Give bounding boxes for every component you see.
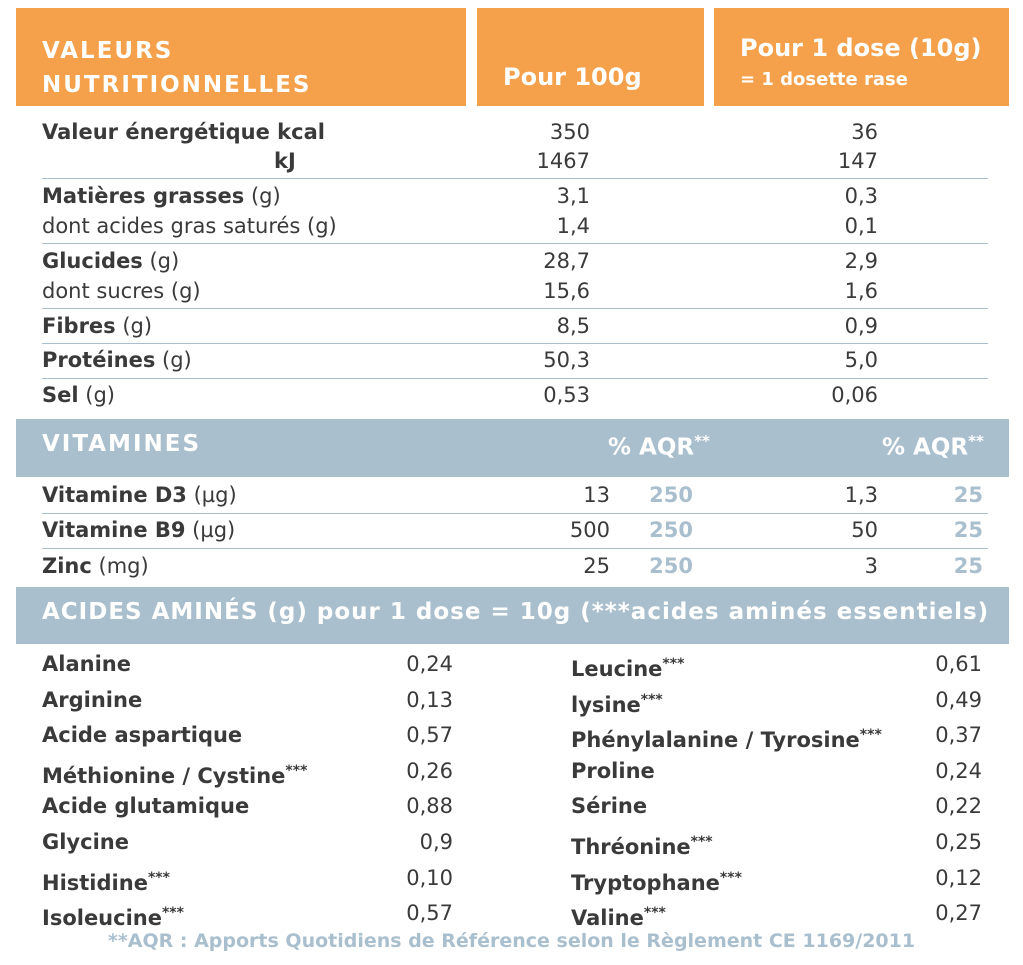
nutrient-label (42, 210, 337, 242)
value-per-100g: 3,1 (556, 184, 590, 208)
amino-acid-amount: 0,57 (406, 901, 453, 925)
nutrient-name: Glucides (42, 249, 143, 273)
amino-acid-name (571, 897, 666, 929)
amino-acid-value (420, 826, 453, 858)
aqr-per-dose: 25 (953, 518, 983, 542)
essential-marker: *** (662, 656, 685, 672)
nutrient-label (274, 145, 296, 177)
amino-acid-name (571, 790, 647, 822)
vitamins-title: VITAMINES (42, 431, 202, 457)
amino-acid-name (42, 862, 170, 894)
amino-acid-value (935, 790, 982, 822)
amino-acid-name (571, 684, 663, 716)
value-per-dose: 1,3 (844, 483, 878, 507)
value-per-dose: 3 (864, 554, 878, 578)
aqr-per-dose: 25 (953, 483, 983, 507)
amino-acid-value (935, 897, 982, 929)
nutrient-label (42, 180, 281, 212)
nutrient-unit: dont sucres (g) (42, 279, 201, 303)
value-per-dose: 147 (837, 149, 878, 173)
amino-acid-value (935, 648, 982, 680)
amino-acid-value (406, 684, 453, 716)
amino-acid-amount: 0,88 (406, 794, 453, 818)
amino-acid-value (406, 719, 453, 751)
amino-acid-label: Valine (571, 906, 644, 930)
header-title-line1: VALEURS (42, 38, 174, 64)
nutrition-row (42, 379, 987, 411)
row-separator (42, 548, 988, 549)
nutrition-row (42, 145, 987, 177)
value-per-dose: 1,6 (844, 279, 878, 303)
aqr-dose-label: % AQR** (882, 432, 984, 461)
vitamin-unit: (mg) (91, 554, 149, 578)
amino-acid-label: Phénylalanine / Tyrosine (571, 728, 860, 752)
value-per-100g: 25 (583, 554, 610, 578)
header-per-dose (714, 8, 1009, 106)
value-per-100g: 13 (583, 483, 610, 507)
essential-marker: *** (859, 727, 882, 743)
vitamin-row (42, 479, 987, 511)
vitamin-unit: (µg) (185, 518, 236, 542)
nutrition-row (42, 116, 987, 148)
amino-acid-value (935, 862, 982, 894)
row-separator (42, 178, 988, 179)
amino-acid-amount: 0,49 (935, 688, 982, 712)
row-separator (42, 343, 988, 344)
amino-acid-label: Thréonine (571, 835, 691, 859)
essential-marker: *** (161, 905, 184, 921)
amino-acid-amount: 0,24 (406, 652, 453, 676)
nutrient-name: kJ (274, 149, 296, 173)
value-per-100g: 350 (549, 120, 590, 144)
value-per-dose: 2,9 (844, 249, 878, 273)
header-per-dose-sublabel: = 1 dosette rase (740, 69, 908, 90)
nutrient-label (42, 116, 325, 148)
aqr-per-dose: 25 (953, 554, 983, 578)
nutrition-row (42, 275, 987, 307)
amino-acid-label: Alanine (42, 652, 131, 676)
amino-acid-label: Acide aspartique (42, 723, 243, 747)
amino-acid-value (406, 755, 453, 787)
nutrient-name: Sel (42, 383, 79, 407)
essential-marker: *** (643, 905, 666, 921)
amino-acid-value (406, 862, 453, 894)
aqr-100g-label: % AQR** (608, 432, 710, 461)
nutrient-name: Protéines (42, 348, 156, 372)
amino-acid-label: Proline (571, 759, 655, 783)
header-title (42, 34, 311, 102)
amino-acid-value (406, 648, 453, 680)
amino-acid-amount: 0,25 (935, 830, 982, 854)
value-per-dose: 50 (851, 518, 878, 542)
amino-acid-name (42, 826, 129, 858)
amino-acid-label: Arginine (42, 688, 143, 712)
amino-acid-label: Tryptophane (571, 871, 720, 895)
nutrient-name: Valeur énergétique kcal (42, 120, 325, 144)
vitamins-header (16, 419, 1009, 477)
amino-acid-amount: 0,57 (406, 723, 453, 747)
nutrient-unit: (g) (142, 249, 180, 273)
header-title-line2: NUTRITIONNELLES (42, 72, 312, 98)
amino-acids-header (16, 587, 1009, 644)
amino-acid-label: Histidine (42, 871, 148, 895)
value-per-dose: 0,9 (844, 314, 878, 338)
essential-marker: *** (147, 870, 170, 886)
nutrient-label (42, 310, 152, 342)
value-per-100g: 8,5 (556, 314, 590, 338)
amino-acid-name (42, 648, 131, 680)
amino-acid-name (42, 755, 307, 787)
amino-acid-name (571, 755, 655, 787)
header-per-100g (477, 8, 704, 106)
nutrient-label (42, 275, 201, 307)
amino-acids-title: ACIDES AMINÉS (g) pour 1 dose = 10g (***acides aminés essentiels) (42, 599, 990, 625)
amino-acid-amount: 0,37 (935, 723, 982, 747)
nutrient-unit: (g) (115, 314, 153, 338)
nutrient-label (42, 379, 115, 411)
value-per-100g: 1467 (536, 149, 590, 173)
amino-acid-label: Acide glutamique (42, 794, 250, 818)
footnote: **AQR : Apports Quotidiens de Référence selon le Règlement CE 1169/2011 (107, 930, 916, 952)
row-separator (42, 243, 988, 244)
nutrition-row (42, 210, 987, 242)
amino-acid-name (571, 648, 684, 680)
amino-acid-value (406, 790, 453, 822)
vitamin-row (42, 550, 987, 582)
amino-acid-amount: 0,26 (406, 759, 453, 783)
nutrient-unit: (g) (155, 348, 192, 372)
nutrient-name: Fibres (42, 314, 116, 338)
nutrition-row (42, 245, 987, 277)
amino-acid-amount: 0,24 (935, 759, 982, 783)
amino-acid-name (42, 684, 142, 716)
nutrition-row (42, 344, 987, 376)
value-per-100g: 1,4 (556, 214, 590, 238)
value-per-100g: 15,6 (543, 279, 590, 303)
aqr-per-100g: 250 (649, 518, 693, 542)
row-separator (42, 378, 988, 379)
essential-marker: *** (640, 692, 663, 708)
amino-acid-name (571, 719, 882, 751)
amino-acid-label: lysine (571, 693, 641, 717)
nutrient-label (42, 245, 179, 277)
header-per-100g-label: Pour 100g (503, 63, 642, 91)
amino-acid-value (935, 826, 982, 858)
value-per-dose: 0,3 (844, 184, 878, 208)
vitamin-name: Vitamine B9 (42, 518, 186, 542)
amino-acid-name (42, 719, 242, 751)
vitamin-row (42, 514, 987, 546)
nutrition-row (42, 180, 987, 212)
amino-acid-amount: 0,61 (935, 652, 982, 676)
aqr-per-100g: 250 (649, 554, 693, 578)
essential-marker: *** (285, 763, 308, 779)
header-nutrition-values (16, 8, 466, 106)
amino-acid-label: Leucine (571, 657, 663, 681)
value-per-100g: 500 (569, 518, 610, 542)
amino-acid-label: Sérine (571, 794, 648, 818)
value-per-100g: 0,53 (543, 383, 590, 407)
essential-marker: *** (690, 834, 713, 850)
vitamin-unit: (µg) (186, 483, 237, 507)
amino-acid-label: Isoleucine (42, 906, 162, 930)
nutrient-unit: (g) (244, 184, 281, 208)
vitamin-label (42, 483, 237, 507)
value-per-100g: 50,3 (543, 348, 590, 372)
aqr-per-100g: 250 (649, 483, 693, 507)
row-separator (42, 513, 988, 514)
amino-acid-amount: 0,13 (406, 688, 453, 712)
amino-acid-name (42, 897, 184, 929)
vitamin-label (42, 518, 235, 542)
row-separator (42, 308, 988, 309)
amino-acid-amount: 0,9 (419, 830, 453, 854)
vitamin-name: Zinc (42, 554, 92, 578)
amino-acid-value (935, 684, 982, 716)
nutrient-name: Matières grasses (42, 184, 245, 208)
vitamin-name: Vitamine D3 (42, 483, 187, 507)
amino-acid-amount: 0,12 (935, 866, 982, 890)
essential-marker: *** (719, 870, 742, 886)
value-per-dose: 5,0 (844, 348, 878, 372)
nutrient-unit: dont acides gras saturés (g) (42, 214, 337, 238)
amino-acid-name (571, 862, 742, 894)
value-per-dose: 0,1 (844, 214, 878, 238)
nutrition-row (42, 310, 987, 342)
amino-acid-label: Méthionine / Cystine (42, 764, 286, 788)
nutrient-label (42, 344, 192, 376)
nutrient-unit: (g) (78, 383, 115, 407)
value-per-dose: 36 (851, 120, 878, 144)
vitamin-label (42, 554, 149, 578)
header-per-dose-label: Pour 1 dose (10g) (740, 34, 982, 62)
amino-acid-amount: 0,10 (406, 866, 453, 890)
amino-acid-value (935, 755, 982, 787)
amino-acid-amount: 0,22 (935, 794, 982, 818)
value-per-100g: 28,7 (543, 249, 590, 273)
amino-acid-name (42, 790, 249, 822)
amino-acid-amount: 0,27 (935, 901, 982, 925)
amino-acid-label: Glycine (42, 830, 129, 854)
amino-acid-value (935, 719, 982, 751)
amino-acid-name (571, 826, 713, 858)
value-per-dose: 0,06 (831, 383, 878, 407)
amino-acid-value (406, 897, 453, 929)
